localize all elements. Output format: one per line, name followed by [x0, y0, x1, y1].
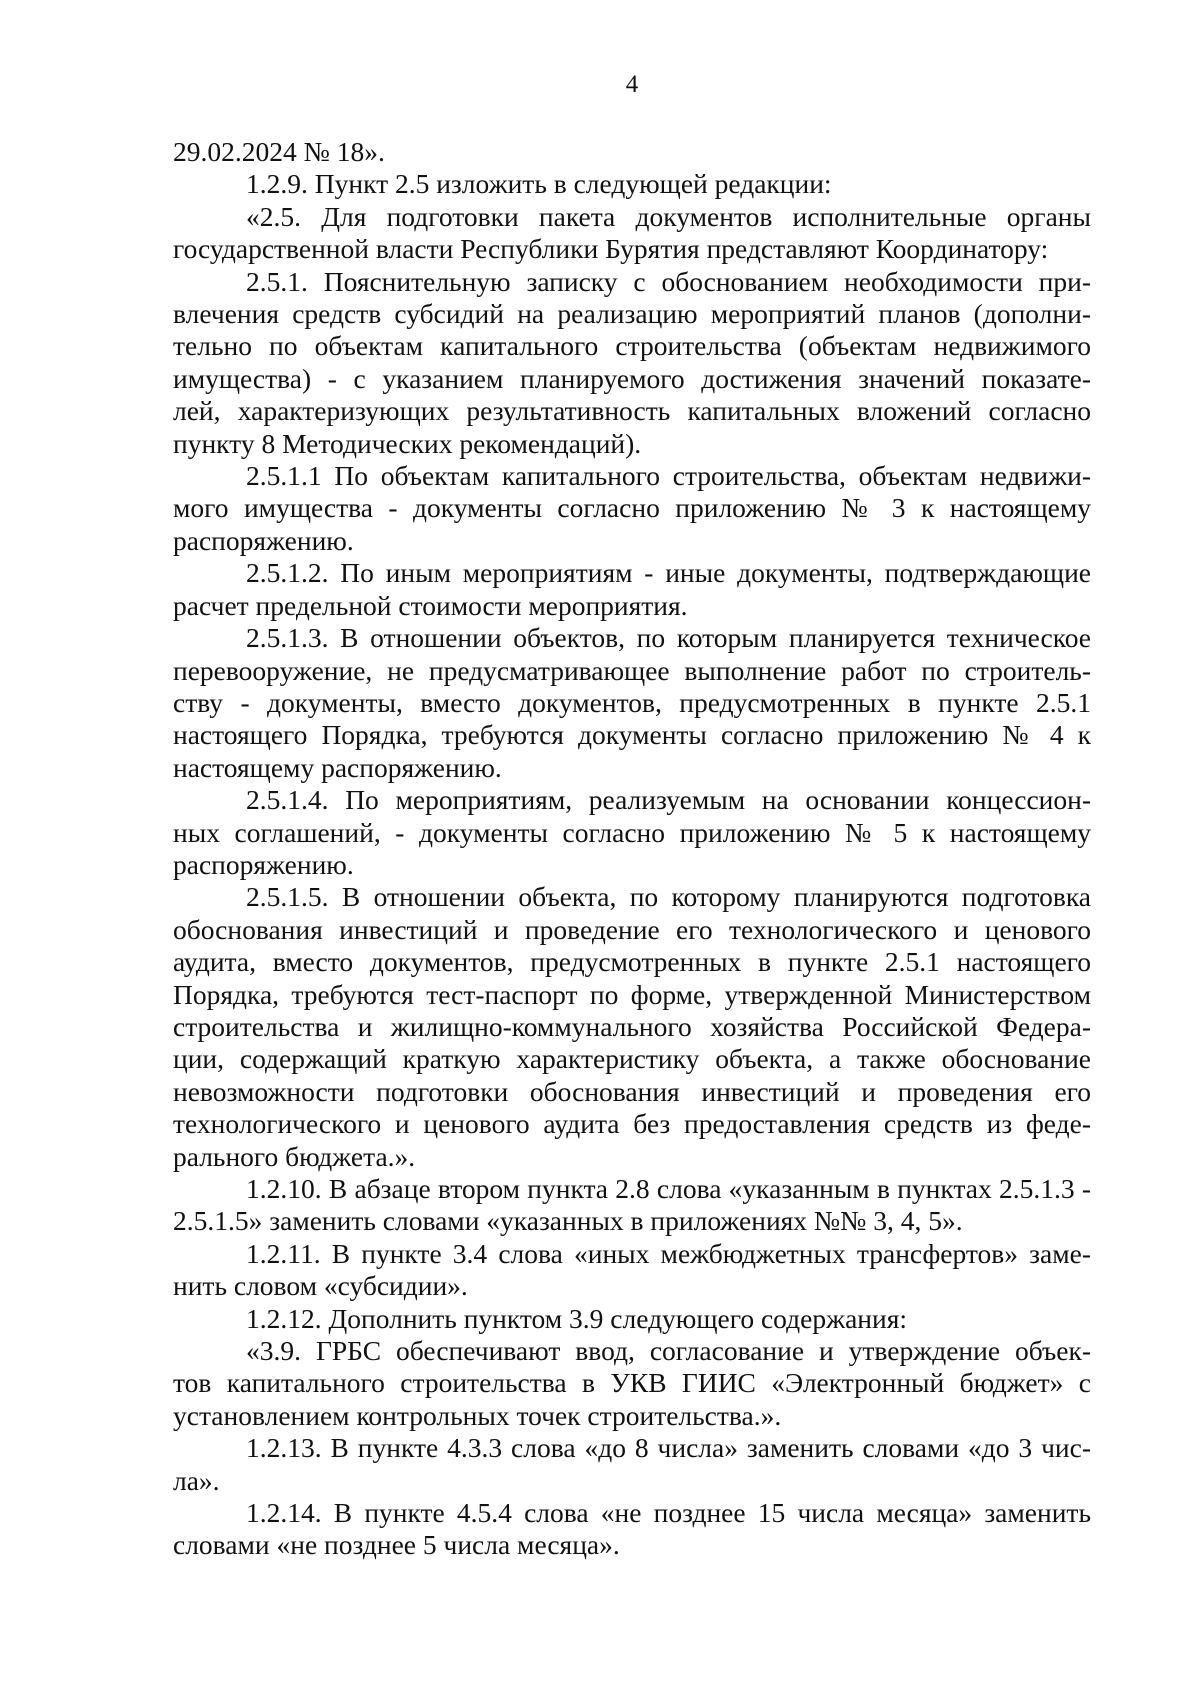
- text-line: ных соглашений, - документы согласно приложению № 5 к настоящему: [173, 816, 1091, 848]
- paragraph: [173, 1238, 1091, 1303]
- text-line: «2.5. Для подготовки пакета документов исполнительные органы: [246, 200, 1091, 232]
- text-line: государственной власти Республики Бурятия представляют Координатору:: [173, 233, 1049, 265]
- paragraph: [173, 1335, 1091, 1432]
- paragraph: [173, 460, 1091, 557]
- text-line: 2.5.1.2. По иным мероприятиям - иные документы, подтверждающие: [246, 557, 1091, 589]
- text-line: 1.2.12. Дополнить пунктом 3.9 следующего содержания:: [246, 1302, 907, 1334]
- page-number: 4: [625, 71, 639, 98]
- text-line: 1.2.10. В абзаце втором пункта 2.8 слова «указанным в пунктах 2.5.1.3 -: [246, 1173, 1091, 1204]
- text-line: распоряжению.: [173, 524, 354, 556]
- text-line: 2.5.1.5» заменить словами «указанных в приложениях №№ 3, 4, 5».: [173, 1205, 963, 1237]
- paragraph: [173, 1173, 1091, 1238]
- paragraph: [173, 266, 1091, 460]
- text-line: «3.9. ГРБС обеспечивают ввод, согласование и утверждение объек-: [246, 1335, 1091, 1367]
- text-line: перевооружение, не предусматривающее выполнение работ по строитель-: [173, 654, 1091, 686]
- paragraph: [173, 622, 1091, 784]
- paragraph: [173, 1303, 1091, 1335]
- text-line: 1.2.14. В пункте 4.5.4 слова «не позднее 15 числа месяца» заменить: [246, 1497, 1091, 1529]
- text-line: пункту 8 Методических рекомендаций).: [173, 427, 642, 459]
- text-line: установлением контрольных точек строительства.».: [173, 1399, 782, 1431]
- document-body: [173, 136, 1091, 1562]
- paragraph: [173, 881, 1091, 1173]
- text-line: 2.5.1.1 По объектам капитального строительства, объектам недвижи-: [246, 460, 1091, 492]
- text-line: аудита, вместо документов, предусмотренных в пункте 2.5.1 настоящего: [173, 946, 1091, 978]
- text-line: настоящему распоряжению.: [173, 751, 502, 783]
- text-line: невозможности подготовки обоснования инвестиций и проведения его: [173, 1075, 1091, 1107]
- text-line: мого имущества - документы согласно приложению № 3 к настоящему: [173, 492, 1091, 524]
- text-line: тельно по объектам капитального строительства (объектам недвижимого: [173, 330, 1091, 362]
- text-line: ции, содержащий краткую характеристику объекта, а также обоснование: [173, 1043, 1091, 1075]
- paragraph: [173, 557, 1091, 622]
- text-line: 1.2.13. В пункте 4.3.3 слова «до 8 числа» заменить словами «до 3 чис-: [246, 1432, 1091, 1464]
- text-line: обоснования инвестиций и проведение его технологического и ценового: [173, 913, 1091, 945]
- text-line: 29.02.2024 № 18».: [173, 136, 385, 167]
- text-line: расчет предельной стоимости мероприятия.: [173, 589, 688, 621]
- text-line: технологического и ценового аудита без предоставления средств из феде-: [173, 1108, 1091, 1140]
- text-line: 2.5.1. Пояснительную записку с обоснованием необходимости при-: [246, 265, 1091, 297]
- paragraph: [173, 168, 1091, 200]
- text-line: настоящего Порядка, требуются документы согласно приложению № 4 к: [173, 719, 1091, 751]
- text-line: 1.2.11. В пункте 3.4 слова «иных межбюджетных трансфертов» заме-: [246, 1237, 1091, 1269]
- text-line: строительства и жилищно-коммунального хозяйства Российской Федера-: [173, 1010, 1091, 1042]
- paragraph: [173, 1497, 1091, 1562]
- text-line: имущества) - с указанием планируемого достижения значений показате-: [173, 362, 1091, 394]
- paragraph: [173, 136, 1091, 168]
- text-line: ству - документы, вместо документов, предусмотренных в пункте 2.5.1: [173, 686, 1091, 718]
- text-line: 2.5.1.5. В отношении объекта, по которому планируются подготовка: [246, 881, 1091, 913]
- text-line: нить словом «субсидии».: [173, 1270, 468, 1302]
- text-line: 2.5.1.4. По мероприятиям, реализуемым на основании концессион-: [246, 784, 1091, 816]
- text-line: распоряжению.: [173, 848, 354, 880]
- paragraph: [173, 1432, 1091, 1497]
- paragraph: [173, 784, 1091, 881]
- text-line: 1.2.9. Пункт 2.5 изложить в следующей редакции:: [246, 168, 832, 200]
- text-line: ла».: [173, 1464, 220, 1496]
- paragraph: [173, 201, 1091, 266]
- text-line: лей, характеризующих результативность капитальных вложений согласно: [173, 395, 1091, 427]
- text-line: 2.5.1.3. В отношении объектов, по которым планируется техническое: [246, 622, 1091, 654]
- text-line: рального бюджета.».: [173, 1140, 416, 1172]
- text-line: влечения средств субсидий на реализацию мероприятий планов (дополни-: [173, 298, 1091, 330]
- text-line: словами «не позднее 5 числа месяца».: [173, 1529, 620, 1561]
- text-line: тов капитального строительства в УКВ ГИИС «Электронный бюджет» с: [173, 1367, 1091, 1399]
- text-line: Порядка, требуются тест-паспорт по форме, утвержденной Министерством: [173, 978, 1091, 1010]
